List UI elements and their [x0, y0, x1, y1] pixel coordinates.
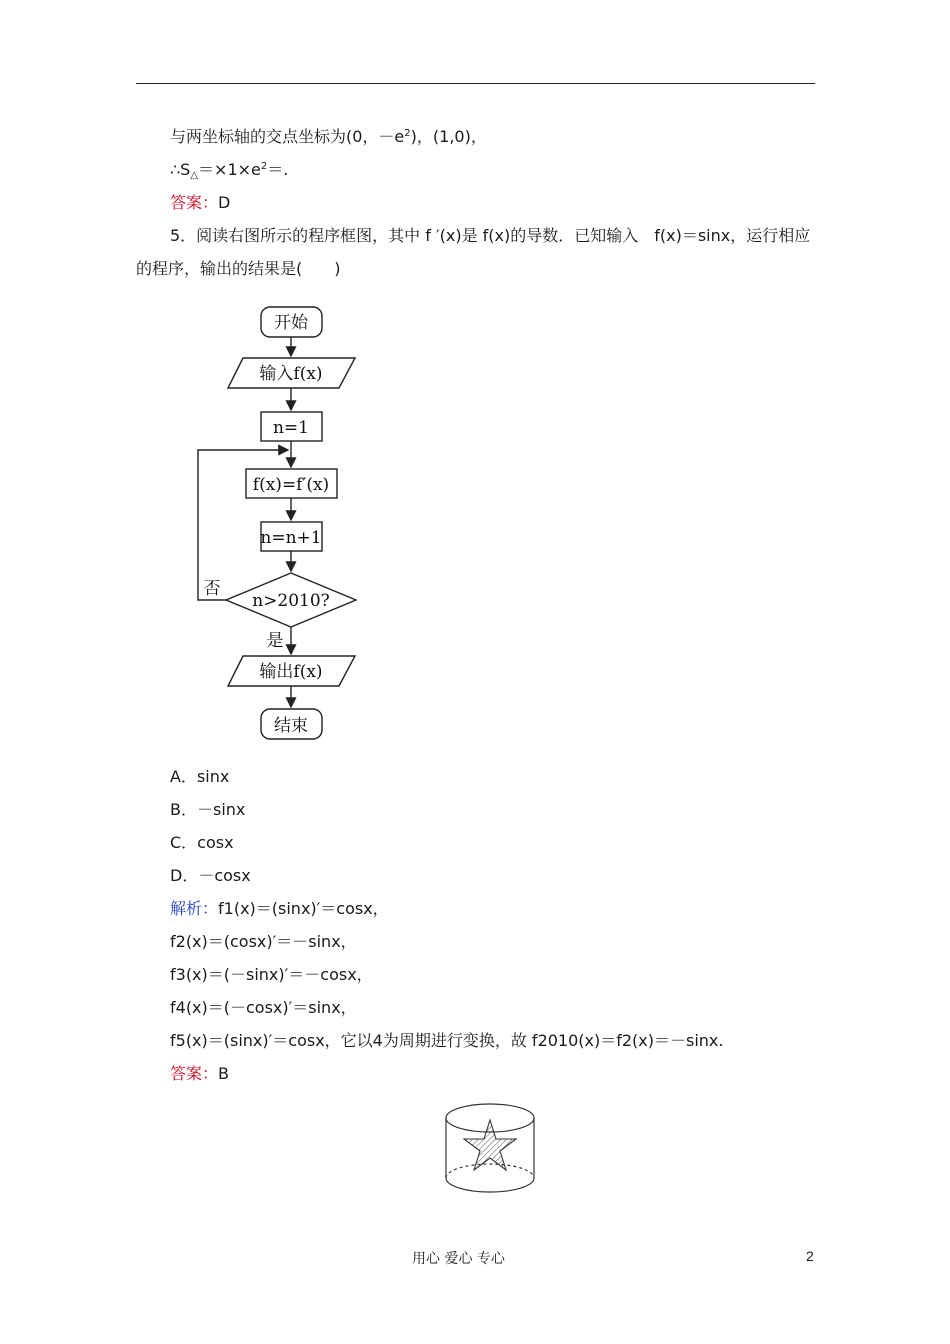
solution-label: 解析：: [170, 899, 219, 918]
program-flowchart: [190, 300, 370, 745]
question-5-line-2: 的程序，输出的结果是( ): [136, 259, 341, 278]
init-label: n=1: [272, 418, 310, 438]
answer-value: B: [218, 1064, 229, 1083]
solution-line-2: f2(x)＝(cosx)′＝－sinx，: [170, 932, 357, 951]
solution-line-5: f5(x)＝(sinx)′＝cosx，它以4为周期进行变换，故 f2010(x)＝f2(x)＝－sinx.: [170, 1031, 724, 1050]
answer-line-1: [170, 192, 230, 214]
start-label: 开始: [274, 313, 308, 333]
page-number: 2: [806, 1248, 814, 1264]
output-label: 输出f(x): [259, 662, 323, 682]
star-shape: [464, 1120, 516, 1170]
question-5-line-1: 5．阅读右图所示的程序框图，其中 f ′(x)是 f(x)的导数．已知输入 f(x)＝sinx，运行相应: [170, 226, 811, 245]
condition-label: n>2010?: [252, 591, 330, 611]
answer-label: 答案：: [170, 1064, 219, 1083]
solution-line-1: 解析：f1(x)＝(sinx)′＝cosx，: [170, 899, 389, 918]
no-label: 否: [203, 579, 221, 599]
cylinder-star-figure: [440, 1098, 540, 1194]
yes-label: 是: [266, 631, 284, 651]
intro-line-2: $\therefore S_\triangle=\times 1\times e^2=$.: [170, 160, 289, 181]
increment-label: n=n+1: [260, 528, 322, 548]
assign-label: f(x)=f′(x): [252, 475, 330, 495]
input-label: 输入f(x): [259, 364, 323, 384]
solution-line-4: f4(x)＝(－cosx)′＝sinx，: [170, 998, 357, 1017]
answer-label: 答案：: [170, 193, 219, 212]
option-d: D．－cosx: [170, 866, 251, 885]
option-b: B．－sinx: [170, 800, 246, 819]
answer-line-2: [170, 1063, 229, 1085]
answer-value: D: [218, 193, 231, 212]
solution-line-3: f3(x)＝(－sinx)′＝－cosx，: [170, 965, 373, 984]
intro-line-1: 与两坐标轴的交点坐标为(0，$-e^2$)，(1,0)，: [170, 127, 487, 146]
header-rule: [136, 83, 815, 84]
option-c: C．cosx: [170, 833, 234, 852]
option-a: A．sinx: [170, 767, 230, 786]
footer-motto: 用心 爱心 专心: [412, 1251, 505, 1267]
end-label: 结束: [274, 716, 308, 736]
